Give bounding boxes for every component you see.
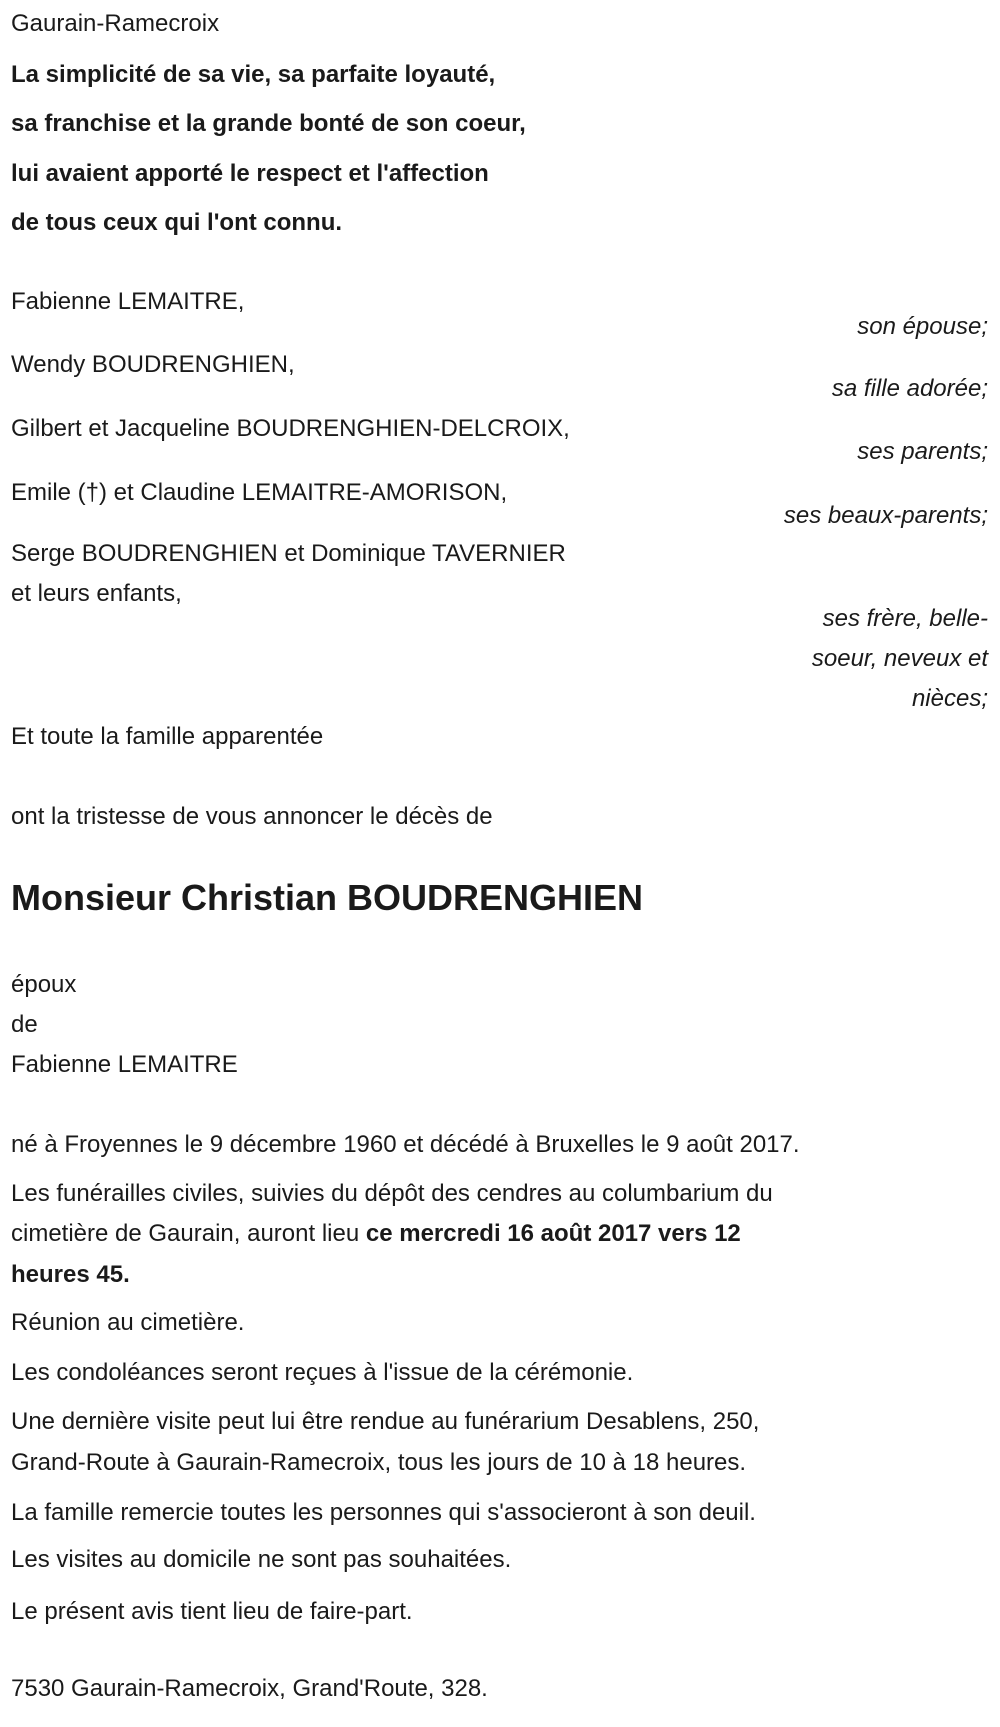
family-member-relation: sa fille adorée; — [831, 375, 988, 402]
family-member-relation: ses beaux-parents; — [783, 502, 988, 529]
funeral-info-line — [11, 1219, 741, 1249]
spouse-line: époux — [11, 971, 77, 998]
funeral-date: ce mercredi 16 août 2017 vers 12 — [365, 1220, 741, 1247]
family-closing: Et toute la famille apparentée — [11, 723, 324, 750]
visit-note: Une dernière visite peut lui être rendue au funérarium Desablens, 250, — [11, 1408, 760, 1435]
spouse-line: Fabienne LEMAITRE — [11, 1051, 238, 1078]
family-member-name: Wendy BOUDRENGHIEN, — [11, 351, 295, 378]
birth-death-info: né à Froyennes le 9 décembre 1960 et décédé à Bruxelles le 9 août 2017. — [11, 1131, 800, 1158]
family-member-name-continued: et leurs enfants, — [11, 580, 182, 607]
deceased-name: Monsieur Christian BOUDRENGHIEN — [11, 877, 644, 918]
thanks-note: La famille remercie toutes les personnes qui s'associeront à son deuil. — [11, 1499, 756, 1526]
family-member-relation: nièces; — [911, 685, 988, 712]
family-member-name: Fabienne LEMAITRE, — [11, 288, 245, 315]
family-member-relation: ses frère, belle- — [822, 605, 988, 632]
home-visits-note: Les visites au domicile ne sont pas souhaitées. — [11, 1546, 512, 1573]
visit-note: Grand-Route à Gaurain-Ramecroix, tous les jours de 10 à 18 heures. — [11, 1449, 747, 1476]
epitaph-line: lui avaient apporté le respect et l'affection — [11, 160, 489, 187]
epitaph-line: sa franchise et la grande bonté de son coeur, — [11, 110, 526, 137]
condolences-note: Les condoléances seront reçues à l'issue de la cérémonie. — [11, 1359, 634, 1386]
family-member-name: Serge BOUDRENGHIEN et Dominique TAVERNIER — [11, 540, 566, 567]
epitaph-line: de tous ceux qui l'ont connu. — [11, 209, 343, 236]
address: 7530 Gaurain-Ramecroix, Grand'Route, 328. — [11, 1675, 488, 1702]
announcement: ont la tristesse de vous annoncer le décès de — [11, 803, 493, 830]
location-heading: Gaurain-Ramecroix — [11, 10, 220, 37]
family-member-relation: son épouse; — [857, 313, 988, 340]
funeral-info-text: cimetière de Gaurain, auront lieu — [11, 1220, 366, 1247]
spouse-line: de — [11, 1011, 38, 1038]
family-member-name: Emile (†) et Claudine LEMAITRE-AMORISON, — [11, 479, 508, 506]
family-member-name: Gilbert et Jacqueline BOUDRENGHIEN-DELCROIX, — [11, 415, 570, 442]
family-member-relation: ses parents; — [857, 438, 988, 465]
epitaph-line: La simplicité de sa vie, sa parfaite loyauté, — [11, 61, 496, 88]
faire-part-note: Le présent avis tient lieu de faire-part. — [11, 1598, 413, 1625]
reunion-note: Réunion au cimetière. — [11, 1309, 245, 1336]
funeral-time: heures 45. — [11, 1261, 130, 1288]
family-member-relation: soeur, neveux et — [811, 645, 988, 672]
funeral-info-line: Les funérailles civiles, suivies du dépôt des cendres au columbarium du — [11, 1180, 773, 1207]
